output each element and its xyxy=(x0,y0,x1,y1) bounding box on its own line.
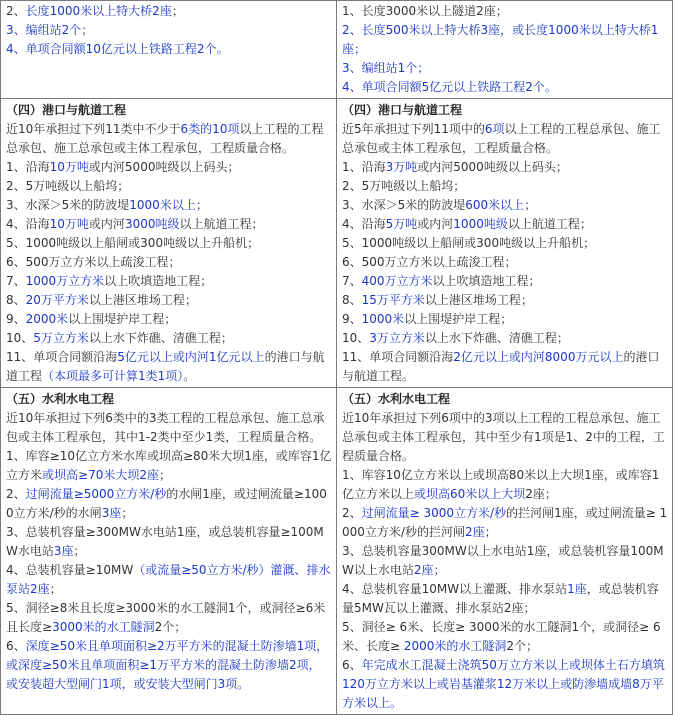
requirement-line xyxy=(342,656,668,713)
requirement-line xyxy=(342,177,668,196)
text-segment: 以上围堤护岸工程； xyxy=(68,312,177,326)
text-segment: 7、 xyxy=(342,274,362,288)
text-segment: 3、总装机容量300MW以上水电站1座，或总装机容量100MW以上水电站 xyxy=(342,544,664,577)
text-segment: 4、沿海 xyxy=(6,217,50,231)
text-segment: 或内河 xyxy=(88,217,125,231)
text-segment: 2、 xyxy=(342,506,362,520)
text-segment: 近10年承担过下列11类中不少于 xyxy=(6,122,181,136)
section-title: （四）港口与航道工程 xyxy=(6,103,127,117)
railway-left-cell xyxy=(1,1,337,99)
requirement-line xyxy=(342,504,668,542)
text-segment: 1、长度3000米以上隧道2座； xyxy=(342,4,508,18)
requirement-line xyxy=(6,485,332,523)
text-segment: 1、库容10亿立方米以上或坝高80米以上大坝1座，或库容1亿立方米以上 xyxy=(342,468,660,501)
requirement-line xyxy=(342,466,668,504)
text-segment: 以上工程的工程总承包、施工总承包或主体工程承包，工程质量合格。 xyxy=(6,122,324,155)
text-segment: 或内河 xyxy=(417,217,454,231)
highlighted-text: 2座 xyxy=(464,525,485,539)
requirement-line xyxy=(6,120,332,158)
highlighted-text: 3万吨 xyxy=(385,160,418,174)
highlighted-text: 3000吨级 xyxy=(124,217,180,231)
highlighted-text: 过闸流量≥5000立方米/秒 xyxy=(25,487,167,501)
railway-row xyxy=(1,1,673,99)
water-conservancy-row xyxy=(1,388,673,715)
text-segment: 5、洞径≥8米且长度≥3000米的水工隧洞1个，或洞径≥6米且长度≥ xyxy=(6,601,326,634)
port-left-cell xyxy=(1,99,337,388)
text-segment: ； xyxy=(49,582,62,596)
text-segment: 8、 xyxy=(342,293,362,307)
text-segment: 6、500万立方米以上疏浚工程； xyxy=(342,255,517,269)
requirement-line xyxy=(342,59,668,78)
requirement-line xyxy=(342,580,668,618)
text-segment: ； xyxy=(195,198,208,212)
highlighted-text: 1000万立方米 xyxy=(25,274,105,288)
text-segment: 以上水下炸礁、清礁工程； xyxy=(88,331,233,345)
highlighted-text: 4、单项合同额5亿元以上铁路工程2个。 xyxy=(342,80,557,94)
text-segment: 3、总装机容量≥300MW水电站1座，或总装机容量≥100MW水电站 xyxy=(6,525,324,558)
requirement-line xyxy=(6,272,332,291)
highlighted-text: 5万吨 xyxy=(385,217,418,231)
text-segment: 以上航道工程； xyxy=(179,217,264,231)
text-segment: 的港口与航道工程。 xyxy=(342,350,660,383)
water-right-cell xyxy=(337,388,673,715)
text-segment: 8、 xyxy=(6,293,26,307)
text-segment: ； xyxy=(524,198,537,212)
text-segment: 10、 xyxy=(342,331,370,345)
text-segment: 以上吹填造地工程； xyxy=(432,274,541,288)
highlighted-text: 年完成水工混凝土浇筑50万立方米以上或坝体土石方填筑120万立方米以上或岩基灌浆12万米以上或防渗墙成墙8万平方米以上。 xyxy=(342,658,665,710)
requirement-line xyxy=(342,196,668,215)
requirement-line xyxy=(6,637,332,694)
requirement-line xyxy=(342,120,668,158)
highlighted-text: 3、编组站2个； xyxy=(6,23,94,37)
requirement-line xyxy=(6,253,332,272)
highlighted-text: 2、长度500米以上特大桥3座，或长度1000米以上特大桥1座； xyxy=(342,23,659,56)
requirement-line xyxy=(342,21,668,59)
requirement-line xyxy=(342,215,668,234)
requirement-line xyxy=(6,561,332,599)
section-title: （五）水利水电工程 xyxy=(6,392,115,406)
requirement-line xyxy=(342,158,668,177)
text-segment: 5、1000吨级以上船闸或300吨级以上升船机； xyxy=(342,236,596,250)
requirement-line xyxy=(6,158,332,177)
highlighted-text: 1座 xyxy=(567,582,587,596)
highlighted-text: 3万立方米 xyxy=(369,331,425,345)
text-segment: 2、 xyxy=(6,487,26,501)
text-segment: 3、水深＞5米的防波堤 xyxy=(342,198,466,212)
text-segment: 5、1000吨级以上船闸或300吨级以上升船机； xyxy=(6,236,260,250)
requirement-line xyxy=(342,234,668,253)
highlighted-text: 3座 xyxy=(101,506,122,520)
text-segment: 1、库容≥10亿立方米水库或坝高≥80米大坝1座，或库容1亿立方米 xyxy=(6,449,332,482)
port-waterway-row xyxy=(1,99,673,388)
requirement-line xyxy=(6,291,332,310)
port-right-cell xyxy=(337,99,673,388)
highlighted-text: 10万吨 xyxy=(49,160,89,174)
text-segment: 以上港区堆场工程； xyxy=(88,293,197,307)
text-segment: ，或总装机容量5MW瓦以上灌溉、排水泵站2座； xyxy=(342,582,659,615)
requirement-line xyxy=(6,447,332,485)
text-segment: 或内河5000吨级以上码头； xyxy=(88,160,240,174)
highlighted-text: 过闸流量≥ 3000立方米/秒 xyxy=(361,506,507,520)
highlighted-text: 15万平方米 xyxy=(361,293,425,307)
highlighted-text: 2亿元以上或内河8000万元以上 xyxy=(453,350,624,364)
highlighted-text: 4、单项合同额10亿元以上铁路工程2个。 xyxy=(6,42,229,56)
highlighted-text: （本项最多可计算1类1项） xyxy=(42,369,184,383)
requirement-line xyxy=(6,348,332,386)
text-segment: 的拦河闸1座，或过闸流量≥ 1000立方米/秒的拦河闸 xyxy=(342,506,668,539)
requirement-line xyxy=(342,329,668,348)
requirement-line xyxy=(6,329,332,348)
text-segment: 11、单项合同额沿海 xyxy=(342,350,454,364)
text-segment: 2、5万吨级以上船坞； xyxy=(6,179,130,193)
requirement-line xyxy=(6,234,332,253)
highlighted-text: 10万吨 xyxy=(49,217,89,231)
text-segment: ； xyxy=(121,506,134,520)
highlighted-text: 深度≥50米且单项面积≥2万平方米的混凝土防渗墙1项，或深度≥50米且单项面积≥1万平方米的混凝土防渗墙2项，或安装超大型闸门1项，或安装大型闸门3项。 xyxy=(6,639,329,691)
requirement-line xyxy=(342,310,668,329)
highlighted-text: 3、编组站1个； xyxy=(342,61,430,75)
highlighted-text: 或坝高60米以上大坝 xyxy=(414,487,526,501)
highlighted-text: 2000米的水工隧洞 xyxy=(403,639,507,653)
requirement-line xyxy=(6,21,332,40)
highlighted-text: 5万立方米 xyxy=(33,331,89,345)
requirement-line xyxy=(342,78,668,97)
requirement-line xyxy=(6,40,332,59)
requirement-line xyxy=(342,291,668,310)
text-segment: 5、洞径≥ 6米、长度≥ 3000米的水工隧洞1个，或洞径≥ 6米、长度≥ xyxy=(342,620,661,653)
section-title: （五）水利水电工程 xyxy=(342,392,451,406)
section-title: （四）港口与航道工程 xyxy=(342,103,463,117)
highlighted-text: 6项 xyxy=(484,122,505,136)
text-segment: 的水闸1座，或过闸流量≥1000立方米/秒的水闸 xyxy=(6,487,327,520)
text-segment: 的港口与航道工程 xyxy=(6,350,325,383)
text-segment: 以上围堤护岸工程； xyxy=(404,312,513,326)
requirement-line xyxy=(342,2,668,21)
requirement-line xyxy=(6,523,332,561)
requirement-line xyxy=(342,272,668,291)
text-segment: 4、沿海 xyxy=(342,217,386,231)
highlighted-text: 3000米的水工隧洞 xyxy=(52,620,155,634)
text-segment: 6、 xyxy=(342,658,362,672)
highlighted-text: 3座 xyxy=(53,544,74,558)
text-segment: 2座； xyxy=(525,487,557,501)
text-segment: 2、5万吨级以上船坞； xyxy=(342,179,466,193)
requirement-line xyxy=(6,215,332,234)
water-left-cell xyxy=(1,388,337,715)
highlighted-text: （或流量≥50立方米/秒）灌溉、排水泵站2座 xyxy=(6,563,331,596)
text-segment: 以上港区堆场工程； xyxy=(424,293,533,307)
text-segment: 或内河5000吨级以上码头； xyxy=(417,160,568,174)
requirement-line xyxy=(342,542,668,580)
highlighted-text: 400万立方米 xyxy=(361,274,433,288)
text-segment: 以上水下炸礁、清礁工程； xyxy=(424,331,569,345)
highlighted-text: 2000米 xyxy=(25,312,69,326)
text-segment: ； xyxy=(171,4,184,18)
highlighted-text: 长度1000米以上特大桥2座 xyxy=(25,4,172,18)
text-segment: 以上工程的工程总承包、施工总承包或主体工程承包，工程质量合格。 xyxy=(342,122,661,155)
text-segment: 3、水深＞5米的防波堤 xyxy=(6,198,130,212)
text-segment: 2个； xyxy=(506,639,539,653)
highlighted-text: 600米以上 xyxy=(465,198,525,212)
text-segment: 11、单项合同额沿海 xyxy=(6,350,118,364)
highlighted-text: 20万平方米 xyxy=(25,293,89,307)
text-segment: 2个； xyxy=(154,620,187,634)
highlighted-text: 6类的10项 xyxy=(180,122,240,136)
text-segment: 以上吹填造地工程； xyxy=(104,274,213,288)
requirement-line xyxy=(342,618,668,656)
text-segment: 4、总装机容量10MW以上灌溉、排水泵站 xyxy=(342,582,568,596)
text-segment: 以上航道工程； xyxy=(507,217,592,231)
requirement-line xyxy=(6,310,332,329)
highlighted-text: 1000米以上 xyxy=(129,198,196,212)
text-segment: 2、 xyxy=(6,4,26,18)
text-segment: 6、 xyxy=(6,639,26,653)
text-segment: 近10年承担过下列6类中的3类工程的工程总承包、施工总承包或主体工程承包，其中1-2类中至少1类，工程质量合格。 xyxy=(6,411,325,444)
highlighted-text: 2座 xyxy=(413,563,434,577)
text-segment: 近5年承担过下列11项中的 xyxy=(342,122,485,136)
text-segment: ； xyxy=(158,468,171,482)
highlighted-text: 1000吨级 xyxy=(453,217,508,231)
text-segment: 4、总装机容量≥10MW xyxy=(6,563,134,577)
text-segment: 10、 xyxy=(6,331,34,345)
text-segment: 1、沿海 xyxy=(342,160,386,174)
text-segment: 6、500万立方米以上疏浚工程； xyxy=(6,255,181,269)
requirement-line xyxy=(6,409,332,447)
requirement-line xyxy=(6,177,332,196)
text-segment: 7、 xyxy=(6,274,26,288)
requirement-line xyxy=(342,409,668,466)
requirement-line xyxy=(6,2,332,21)
railway-right-cell xyxy=(337,1,673,99)
text-segment: 1、沿海 xyxy=(6,160,50,174)
requirement-line xyxy=(342,253,668,272)
text-segment: 9、 xyxy=(6,312,26,326)
text-segment: ； xyxy=(433,563,446,577)
requirement-line xyxy=(6,196,332,215)
requirement-line xyxy=(6,599,332,637)
text-segment: 近10年承担过下列6项中的3项以上工程的工程总承包、施工总承包或主体工程承包，其中至少有1项是1、2中的工程，工程质量合格。 xyxy=(342,411,665,463)
text-segment: ； xyxy=(73,544,86,558)
highlighted-text: 1000米 xyxy=(361,312,405,326)
text-segment: 9、 xyxy=(342,312,362,326)
highlighted-text: 5亿元以上或内河1亿元以上 xyxy=(117,350,265,364)
highlighted-text: 或坝高≥70米大坝2座 xyxy=(42,468,159,482)
text-segment: 。 xyxy=(183,369,196,383)
text-segment: ； xyxy=(484,525,497,539)
requirement-line xyxy=(342,348,668,386)
